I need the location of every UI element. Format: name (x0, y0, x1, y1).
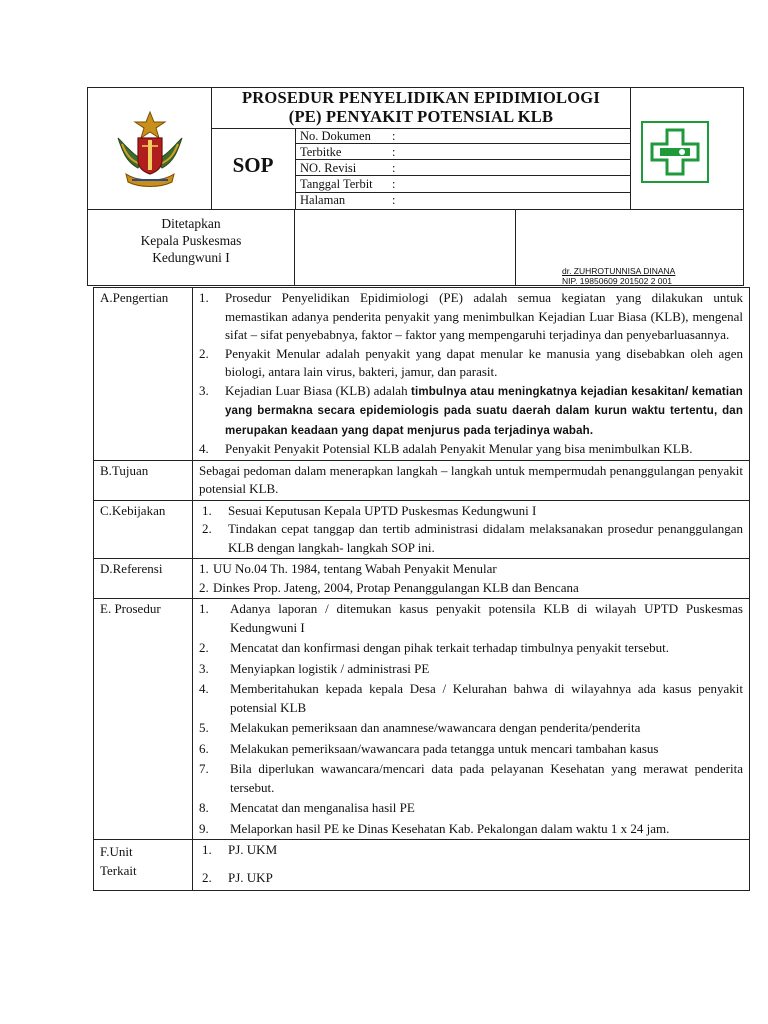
section-content (193, 840, 750, 891)
meta-label: Terbitke (300, 145, 342, 159)
meta-label: NO. Revisi (300, 161, 357, 175)
section-label: E. Prosedur (94, 599, 193, 840)
item-text: Tindakan cepat tanggap dan tertib administrasi didalam melaksanakan prosedur penanggulangan KLB dengan langkah- langkah SOP ini. (228, 521, 743, 555)
document-title (212, 88, 630, 126)
sop-label: SOP (232, 153, 274, 177)
item-number: 3. (199, 660, 209, 676)
section-row-pengertian (94, 288, 750, 461)
doctor-nip: NIP. 19850609 201502 2 001 (562, 276, 672, 286)
title-line: PROSEDUR PENYELIDIKAN EPIDIMIOLOGI (242, 88, 600, 107)
section-label-line: F.Unit (100, 844, 133, 859)
section-label: A.Pengertian (94, 288, 193, 461)
item-number: 2. (199, 579, 209, 595)
item-text: PJ. UKP (228, 869, 273, 885)
title-line: (PE) PENYAKIT POTENSIAL KLB (288, 107, 554, 126)
section-content (193, 460, 750, 500)
item-text: Penyakit Menular adalah penyakit yang dapat menular ke manusia yang disebabkan oleh agen biologi, antara lain virus, bakteri, jamur, dan parasit. (225, 345, 743, 379)
doctor-name: dr. ZUHROTUNNISA DINANA (562, 266, 676, 276)
header-divider (295, 128, 296, 209)
meta-value: : (392, 129, 396, 143)
section-content (193, 599, 750, 840)
list-item (199, 760, 743, 797)
item-text: Mencatat dan konfirmasi dengan pihak terkait terhadap timbulnya penyakit tersebut. (230, 640, 669, 655)
item-text: PJ. UKM (228, 842, 278, 857)
item-text: Menyiapkan logistik / administrasi PE (230, 660, 430, 676)
item-text: Bila diperlukan wawancara/mencari data pada pelayanan Kesehatan yang merawat penderita tersebut. (230, 761, 743, 795)
item-text: Adanya laporan / ditemukan kasus penyakit potensila KLB di wilayah UPTD Puskesmas Kedungwuni I (230, 601, 743, 635)
ditetapkan-block (88, 215, 294, 266)
item-number: 1. (199, 290, 209, 305)
ditetapkan-line: Kepala Puskesmas (140, 233, 242, 248)
list-item (199, 869, 743, 888)
item-number: 4. (199, 681, 209, 696)
item-number: 2. (202, 869, 212, 885)
item-text: Melakukan pemeriksaan/wawancara pada tetangga untuk mencari tambahan kasus (230, 740, 659, 756)
list-item (199, 345, 743, 382)
item-text: Penyakit Penyakit Potensial KLB adalah Penyakit Menular yang bisa menimbulkan KLB. (225, 441, 693, 456)
list-item (199, 740, 743, 759)
item-number: 6. (199, 740, 209, 756)
item-text (225, 382, 743, 441)
item-number: 2. (199, 345, 209, 361)
meta-label: No. Dokumen (300, 129, 371, 143)
item-number: 2. (199, 640, 209, 655)
header-divider (87, 209, 744, 210)
item-text-plain: Kejadian Luar Biasa (KLB) adalah (225, 382, 411, 398)
ditetapkan-line: Ditetapkan (161, 216, 221, 231)
list-item (199, 502, 743, 521)
item-number: 8. (199, 800, 209, 815)
section-label: B.Tujuan (94, 460, 193, 500)
section-label: D.Referensi (94, 559, 193, 599)
list-item (199, 639, 743, 658)
section-row-tujuan (94, 460, 750, 500)
sop-content-table (93, 287, 750, 891)
item-number: 5. (199, 720, 209, 735)
item-text: Memberitahukan kepada kepala Desa / Kelurahan bahwa di wilayahnya ada kasus penyakit potensial KLB (230, 681, 743, 715)
item-number: 1. (202, 502, 212, 518)
list-item (199, 289, 743, 345)
meta-value: : (392, 177, 396, 191)
meta-row-tanggal-terbit (300, 177, 395, 191)
list-item (199, 841, 743, 860)
list-item (199, 440, 743, 459)
tujuan-text: Sebagai pedoman dalam menerapkan langkah – langkah untuk mempermudah penanggulangan penyakit potensial KLB. (199, 462, 743, 496)
header-divider (630, 87, 631, 209)
meta-row-terbitke (300, 145, 395, 159)
puskesmas-cross-icon (640, 120, 710, 184)
signatory-block (562, 266, 675, 286)
meta-row-no-revisi (300, 161, 395, 175)
list-item (199, 799, 743, 818)
list-item (199, 820, 743, 839)
meta-label: Halaman (300, 193, 346, 207)
item-number: 7. (199, 761, 209, 776)
list-item (199, 382, 743, 441)
meta-label: Tanggal Terbit (300, 177, 373, 191)
meta-value: : (392, 161, 396, 175)
item-text: Dinkes Prop. Jateng, 2004, Protap Penanggulangan KLB dan Bencana (213, 579, 579, 595)
regional-emblem-icon (110, 110, 190, 190)
header-divider (295, 175, 631, 176)
item-number: 1. (199, 601, 209, 616)
item-number: 4. (199, 441, 209, 456)
item-text: Melaporkan hasil PE ke Dinas Kesehatan Kab. Pekalongan dalam waktu 1 x 24 jam. (230, 820, 670, 836)
list-item (199, 579, 743, 598)
section-label-line: Terkait (100, 862, 137, 878)
list-item (199, 520, 743, 557)
meta-value: : (392, 193, 396, 207)
section-content (193, 500, 750, 559)
meta-row-halaman (300, 193, 395, 207)
list-item (199, 560, 743, 579)
meta-row-no-dokumen (300, 129, 395, 143)
item-number: 2. (202, 521, 212, 536)
list-item (199, 660, 743, 679)
meta-value: : (392, 145, 396, 159)
header-divider (295, 159, 631, 160)
item-number: 1. (199, 561, 209, 576)
item-text: UU No.04 Th. 1984, tentang Wabah Penyakit Menular (213, 561, 497, 576)
item-text: Mencatat dan menganalisa hasil PE (230, 800, 415, 815)
header-divider (295, 143, 631, 144)
list-item (199, 600, 743, 637)
header-divider (294, 209, 295, 286)
item-number: 1. (202, 842, 212, 857)
item-text-bold: timbulnya atau meningkatnya kejadian kesakitan/ kematian yang bermakna secara epidemiologis pada suatu daerah dalam kurun waktu tertentu, dan merupakan keadaan yang dapat menjurus pada terjadinya wabah. (225, 385, 743, 437)
section-row-unit-terkait (94, 840, 750, 891)
item-text: Sesuai Keputusan Kepala UPTD Puskesmas Kedungwuni I (228, 502, 537, 518)
section-row-prosedur (94, 599, 750, 840)
item-text: Prosedur Penyelidikan Epidimiologi (PE) adalah semua kegiatan yang dilakukan untuk memastikan adanya penderita penyakit yang menimbulkan Kejadian Luar Biasa (KLB), mengenal sifat – sifat penyebabnya, faktor – faktor yang mempengaruhi terjadinya dan penyebarluasannya. (225, 290, 743, 342)
section-content (193, 559, 750, 599)
item-text: Melakukan pemeriksaan dan anamnese/wawancara dengan penderita/penderita (230, 720, 641, 735)
section-label: C.Kebijakan (94, 500, 193, 559)
item-number: 3. (199, 382, 209, 398)
item-number: 9. (199, 820, 209, 836)
list-item (199, 719, 743, 738)
section-label (94, 840, 193, 891)
header-divider (211, 128, 631, 129)
ditetapkan-line: Kedungwuni I (152, 250, 230, 265)
section-row-kebijakan (94, 500, 750, 559)
section-content (193, 288, 750, 461)
list-item (199, 680, 743, 717)
section-row-referensi (94, 559, 750, 599)
header-divider (515, 209, 516, 286)
